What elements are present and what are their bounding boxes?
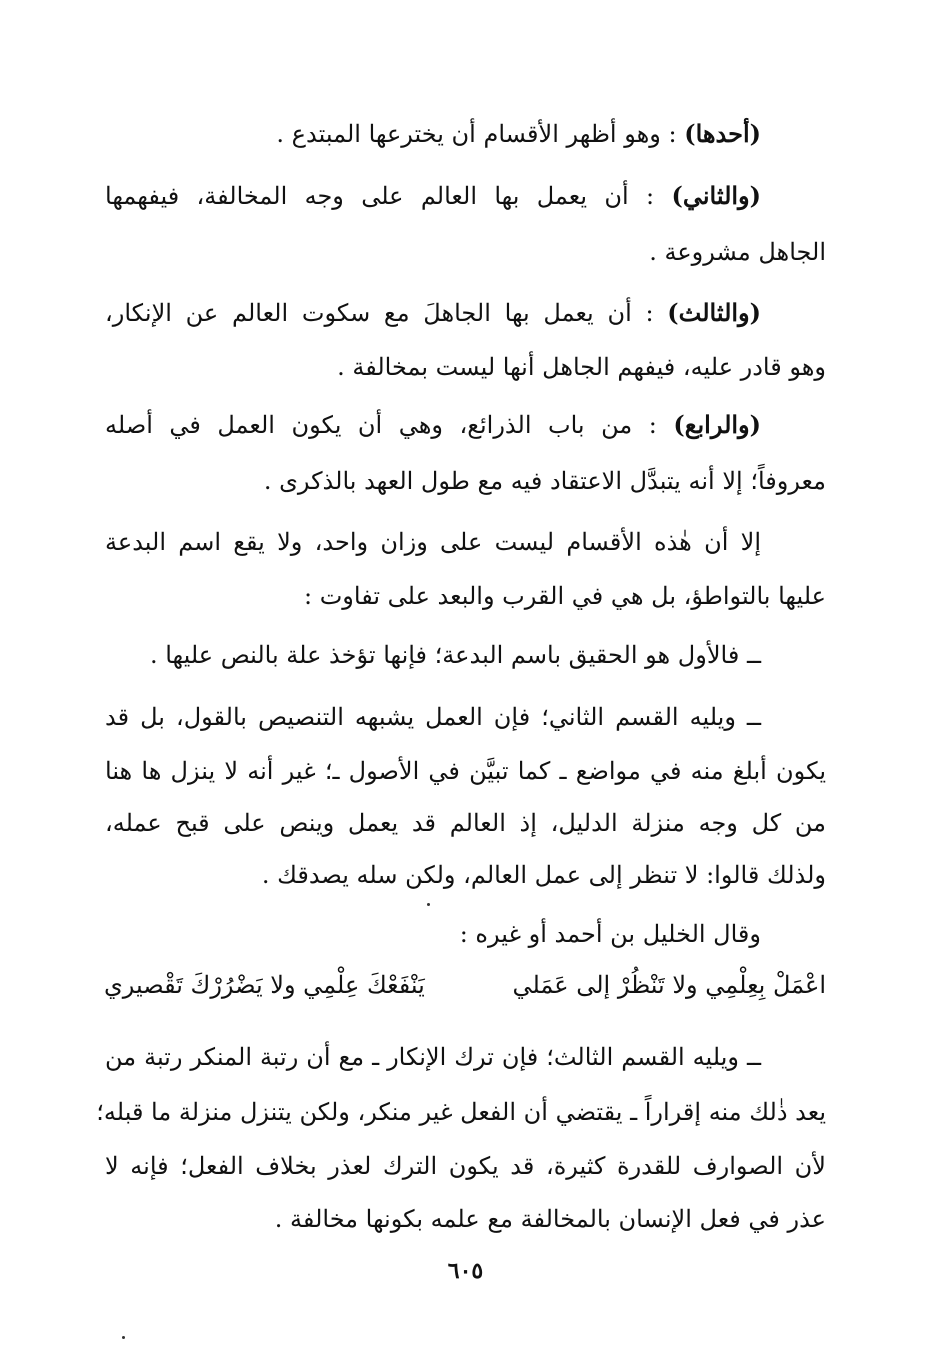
verse-hemistich-1: اعْمَلْ بِعِلْمِي ولا تَنْظُرْ إلى عَمَلي [512, 971, 826, 999]
para-6-line-1: ــ فالأول هو الحقيق باسم البدعة؛ فإنها تؤخذ علة بالنص عليها . [149, 641, 761, 669]
para-9-line-3: لأن الصوارف للقدرة كثيرة، قد يكون الترك لعذر بخلاف الفعل؛ فإنه لا [105, 1152, 826, 1180]
para-3-line-1 [105, 297, 761, 329]
para-5-line-2: عليها بالتواطؤ، بل هي في القرب والبعد على تفاوت : [303, 582, 826, 610]
para-8-line-1: وقال الخليل بن أحمد أو غيره : [459, 920, 761, 948]
para-9-line-2: يعد ذٰلك منه إقراراً ـ يقتضي أن الفعل غير منكر، ولكن يتنزل منزلة ما قبله؛ [96, 1098, 826, 1126]
scan-speck [122, 1336, 125, 1339]
para-text: : من باب الذرائع، وهي أن يكون العمل في أصله [105, 411, 657, 439]
para-label: (والرابع) [673, 410, 761, 439]
para-label: (أحدها) [684, 119, 761, 148]
para-9-line-4: عذر في فعل الإنسان بالمخالفة مع علمه بكونها مخالفة . [274, 1205, 826, 1233]
page-number: ٦٠٥ [447, 1258, 484, 1284]
para-7-line-4: ولذلك قالوا: لا تنظر إلى عمل العالم، ولكن سله يصدقك . [261, 861, 826, 889]
para-text: : أن يعمل بها العالم على وجه المخالفة، فيفهمها [105, 182, 655, 210]
para-1-line-1 [105, 118, 761, 150]
para-7-line-1: ــ ويليه القسم الثاني؛ فإن العمل يشبهه التنصيص بالقول، بل قد [105, 703, 761, 731]
para-4-line-2: معروفاً؛ إلا أنه يتبدَّل الاعتقاد فيه مع طول العهد بالذكرى . [263, 467, 826, 495]
para-2-line-1 [105, 180, 761, 212]
para-7-line-2: يكون أبلغ منه في مواضع ـ كما تبيَّن في الأصول ـ؛ غير أنه لا ينزل ها هنا [105, 757, 826, 785]
para-7-line-3: من كل وجه منزلة الدليل، إذ العالم قد يعمل وينص على قبح عمله، [105, 809, 826, 837]
para-text: : وهو أظهر الأقسام أن يخترعها المبتدع . [276, 120, 677, 148]
para-label: (والثاني) [671, 181, 761, 210]
para-2-line-2: الجاهل مشروعة . [649, 238, 826, 266]
verse-hemistich-2: يَنْفَعْكَ عِلْمِي ولا يَضْرُرْكَ تَقْصيري [104, 971, 425, 999]
para-label: (والثالث) [667, 298, 761, 327]
para-5-line-1: إلا أن هٰذه الأقسام ليست على وزان واحد، ولا يقع اسم البدعة [105, 528, 761, 556]
para-9-line-1: ــ ويليه القسم الثالث؛ فإن ترك الإنكار ـ مع أن رتبة المنكر رتبة من [105, 1043, 761, 1071]
para-3-line-2: وهو قادر عليه، فيفهم الجاهل أنها ليست بمخالفة . [337, 353, 826, 381]
para-4-line-1 [105, 409, 761, 441]
para-text: : أن يعمل بها الجاهلَ مع سكوت العالم عن الإنكار، [105, 299, 654, 327]
scan-speck [427, 903, 430, 906]
